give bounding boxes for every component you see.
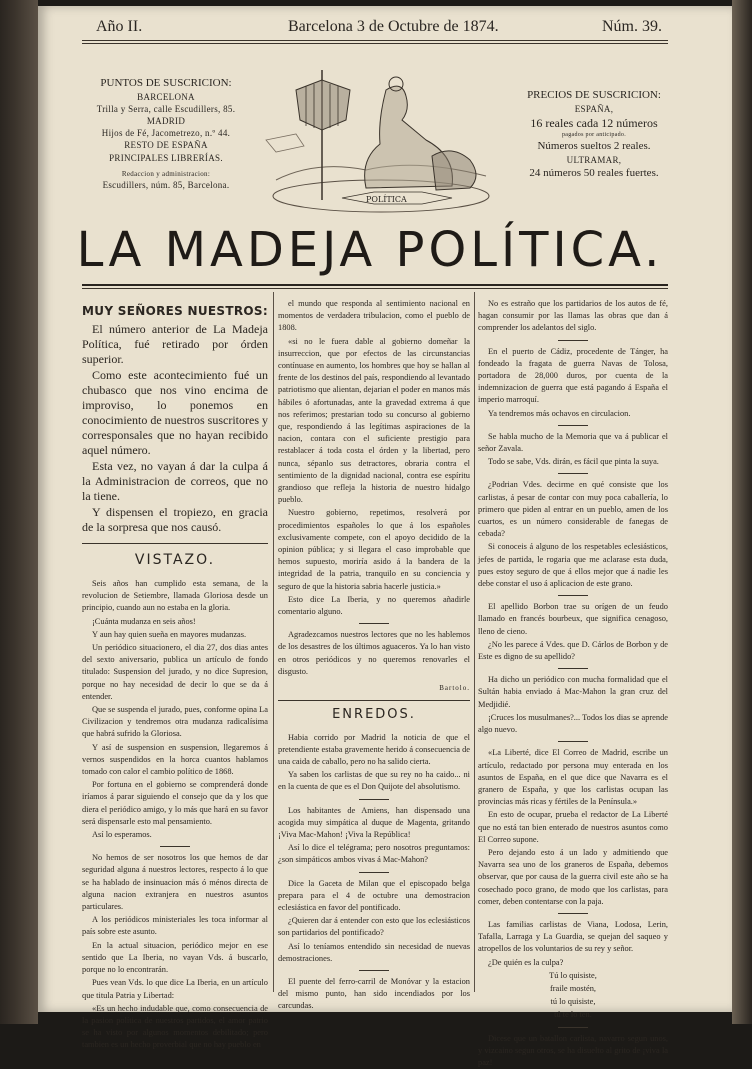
subscription-points (80, 76, 252, 191)
address-barcelona: Trilla y Serra, calle Escudillers, 85. (96, 103, 236, 114)
paragraph: ¿No les parece á Vdes. que D. Cárlos de Borbon y de Este es digno de su apellido? (478, 639, 668, 662)
paragraph: Se habla mucho de la Memoria que va á publicar el señor Zavala. (478, 431, 668, 454)
paragraph: Los habitantes de Amiens, han dispensado una acogida muy simpática al duque de Magenta, gritando ¡Viva Mac-Mahon! ¡Viva la República! (278, 805, 470, 839)
price-overseas: 24 números 50 reales fuertes. (529, 167, 659, 180)
notice-body (82, 322, 268, 535)
paragraph: Y aun hay quien sueña en mayores mudanzas. (92, 629, 247, 639)
single-issue-price: Números sueltos 2 reales. (537, 140, 651, 153)
page-edge (732, 0, 752, 1024)
office-address: Escudillers, núm. 85, Barcelona. (102, 180, 230, 191)
paragraph: ¿Quieren dar á entender con esto que los eclesiásticos son partidarios del pontificado? (278, 916, 470, 938)
paragraph: Pero dejando esto á un lado y admitiendo que Navarra sea uno de los graneros de España, debemos observar, que por causa de la guerra civil este año se ha cosechado poco grano, de modo que los carlistas, para comer, deben contentarse con la paja. (478, 847, 668, 906)
title-rule-thin (82, 288, 668, 289)
paragraph: Dice la Gaceta de Milan que el episcopado belga prepara para el 4 de octubre una demostracion eclesiástica en favor del pontificado. (278, 878, 470, 912)
section-title-enredos: ENREDOS. (332, 707, 416, 723)
header-rule (82, 40, 668, 41)
separator (359, 970, 389, 971)
paragraph: Ya saben los carlistas de que su rey no ha caido... ni en la cuenta de que es el Don Quijote del absolutismo. (278, 770, 470, 792)
paragraph: En la actual situacion, periódico mejor en ese sentido que La Iberia, no vayan Vds. á buscarlo, porque no lo encontrarán. (82, 940, 268, 975)
section-title-vistazo: VISTAZO. (134, 552, 216, 568)
paragraph: «si no le fuera dable al gobierno domeñar la insurreccion, que por efectos de las circunstancias contínuase en aumento, los hombres que hoy se hallan al frente de los destinos del país, respondiendo al levantado patriotismo que alientan, dejarian el poder en manos más hábiles ó afortunadas, ante la gravedad extrema á que nos referimos; prestarian todo su concurso al gobierno que, respondiendo á las legítimas aspiraciones de la nacion, contara con el suficiente prestigio para restablacer á toda costa el órden y la libertad, pero nunca, sépanlo sus detractores, obraria contra el sentimiento de la dignidad nacional, contra ese espíritu grandioso que refleja la historia de nuestro hidalgo pueblo. (278, 336, 470, 505)
paragraph: «Es un hecho indudable que, como consecuencia de la pasion política de nuestros partidos, el amor patrio se ha visto por algunos momentos debilitado; pero tambien es un hecho proverbial que no hay pueblo en (82, 1003, 268, 1050)
region-overseas: ULTRAMAR, (566, 155, 622, 166)
city-barcelona: BARCELONA (137, 91, 195, 102)
paragraph: Esto dice La Iberia, y no queremos añadirle comentario alguno. (278, 594, 470, 617)
allegory-emblem-icon (256, 60, 506, 216)
paragraph: Pues vean Vds. lo que dice La Iberia, en un artículo que titula Patria y Libertad: (82, 978, 268, 1000)
paragraph: A los periódicos ministeriales les toca informar al país sobre este asunto. (82, 915, 268, 937)
paragraph: Y dispensen el tropiezo, en gracia de la sorpresa que nos causó. (82, 505, 268, 534)
separator (558, 741, 588, 742)
notice-heading: MUY SEÑORES NUESTROS: (82, 304, 268, 318)
paragraph: El apellido Borbon trae su orígen de un feudo llamado en francés bourbeux, que significa cenagoso, lleno de cieno. (478, 602, 668, 636)
column-divider-2 (474, 292, 475, 992)
paragraph: Nuestro gobierno, repetimos, resolverá por procedimientos españoles lo que á los españoles exclusivamente compete, con el apoyo decidido de la opinion pública; y si llegara el caso improbable que hemos supuesto, moriría asido á la bandera de la integridad de la patria, tranquilo en su conciencia y seguro de que la historia sabria hacerle justicia.» (278, 508, 470, 591)
separator (558, 425, 588, 426)
date-label: Barcelona 3 de Octubre de 1874. (288, 18, 499, 35)
paragraph: Un periódico situacionero, el dia 27, dos dias antes del sexto aniversario, publica un artículo de fondo titulado: Suspension del jurado, y no dice Supresion, porque no hay necesidad de decir lo que se da á entender. (82, 643, 268, 701)
verse (478, 970, 668, 1022)
paragraph: Así lo teníamos entendido sin necesidad de nuevas demostraciones. (278, 941, 470, 963)
verse-line: tú te lo ten. (554, 1010, 592, 1020)
office-label: Redaccion y administracion: (121, 169, 211, 178)
city-madrid: MADRID (146, 116, 186, 127)
paragraph: El número anterior de La Madeja Política, fué retirado por órden superior. (82, 322, 268, 366)
paragraph: No es estraño que los partidarios de los autos de fé, hagan consumir por las llamas las obras que dan á comprender los adelantos del siglo. (478, 299, 668, 333)
prices-heading: PRECIOS DE SUSCRICION: (527, 89, 661, 101)
paragraph: En esto de ocupar, prueba el redactor de La Liberté que no está tan bien enterado de nuestros asuntos como El Correo supone. (478, 810, 668, 844)
paragraph: ¡Cruces los musulmanes?... Todos los dias se aprende algo nuevo. (478, 712, 668, 735)
paragraph: Todo se sabe, Vds. dirán, es fácil que pinta la suya. (488, 457, 659, 467)
column-3 (478, 298, 668, 1067)
paragraph: Si conoceis á alguno de los respetables eclesiásticos, jefes de partida, le rogaria que me aclarase esta duda, pues estoy seguro de que á ellos mejor que á nadie les debe constar el uso á aplicacion de este grano. (478, 542, 668, 589)
address-madrid: Hijos de Fé, Jacometrezo, n.º 44. (101, 128, 231, 139)
separator (558, 473, 588, 474)
separator (160, 846, 190, 847)
header-rule-2 (82, 43, 668, 44)
separator (359, 872, 389, 873)
column-2 (278, 298, 470, 1011)
signature: Bartolo. (439, 684, 470, 693)
section-rule (278, 700, 470, 701)
paragraph: Y así de suspension en suspension, llegaremos á vernos suspendidos en la horca cuantos hablamos tomado con calor el cambio político de 1868. (82, 742, 268, 777)
paragraph: Habia corrido por Madrid la noticia de que el pretendiente estaba gravemente herido á consecuencia de una caida de caballo, pero no ha salido cierta. (278, 732, 470, 766)
paragraph: Así lo esperamos. (92, 830, 152, 840)
separator (558, 595, 588, 596)
paragraph: ¿Podrian Vdes. decirme en qué consiste que los carlistas, á pesar de contar con muy poca caballería, lo primero que piden al entrar en un pueblo, amen de los cuartos, es un número considerable de fanegas de cebada? (478, 480, 668, 539)
rest-of-spain: RESTO DE ESPAÑA (124, 140, 208, 151)
verse-line: Tú lo quisiste, (549, 970, 597, 980)
separator (359, 623, 389, 624)
paragraph: Esta vez, no vayan á dar la culpa á la Administracion de correos, que no la tiene. (82, 459, 268, 503)
paragraph: En el puerto de Cádiz, procedente de Tánger, ha fondeado la fragata de guerra Navas de Tolosa, portadora de 28,000 duros, por cuenta de la indemnizacion de guerra que está pagando á España el imperio marroquí. (478, 346, 668, 405)
column-1 (82, 298, 268, 1050)
paragraph: Ya tendremos más ochavos en circulacion. (488, 408, 631, 418)
section-rule (82, 543, 268, 544)
verse-line: tú lo quisiste, (550, 997, 596, 1007)
book-binding (0, 0, 38, 1024)
subscription-points-heading: PUNTOS DE SUSCRICION: (100, 77, 232, 89)
paragraph: El puente del ferro-carril de Monóvar y la estacion del mismo punto, han sido incendiados por los carcundas. (278, 976, 470, 1011)
paragraph: Ha dicho un periódico con mucha formalidad que el Sultán habia enviado á Mac-Mahon la gran cruz del Medjidié. (478, 675, 668, 709)
price-spain: 16 reales cada 12 números (530, 115, 658, 130)
region-spain: ESPAÑA, (574, 103, 614, 114)
emblem-banner: POLÍTICA (366, 195, 407, 204)
paragraph: Las familias carlistas de Viana, Lodosa, Lerin, Tafalla, Larraga y La Guardia, se quejan del saqueo y atropellos de los voluntarios de su rey y señor. (478, 919, 668, 954)
paragraph: el mundo que responda al sentimiento nacional en momentos de verdadera tribulacion, como el pueblo de 1808. (278, 299, 470, 333)
separator (558, 1027, 588, 1028)
paragraph: Por fortuna en el gobierno se comprenderá donde iríamos á parar siguiendo el consejo que da y los que diera el periódico amigo, y lo más que hará en su favor será dispensarle esto mal pensamiento. (82, 780, 268, 826)
title-rule (82, 284, 668, 286)
separator (359, 799, 389, 800)
paragraph: ¡Cuánta mudanza en seis años! (92, 616, 196, 626)
paragraph: ¿De quién es la culpa? (488, 957, 564, 967)
paragraph: Que se suspenda el jurado, pues, conforme opina La Civilizacion y tendremos otra mudanza radicalísima que habrá sufrido la Gloriosa. (82, 705, 268, 739)
paragraph: Como este acontecimiento fué un chubasco que nos vino encima de improviso, lo ponemos en conocimiento de nuestros suscritores y corresponsales que no hayan recibido aquel número. (82, 368, 268, 457)
main-bookshops: PRINCIPALES LIBRERÍAS. (109, 152, 223, 163)
paragraph: Agradezcamos nuestros lectores que no les hablemos de los desastres de los últimos aguaceros. Ya lo han visto en otros periódicos y no queremos renovarles el disgusto. (278, 630, 470, 676)
paragraph: Dicese que un batallon carlista, navarro segun unos, y vizcaino segun otros, se ha disuelto al grito de ¡viva la paz! (478, 1033, 668, 1067)
vistazo-body (82, 578, 268, 1052)
newspaper-title: LA MADEJA POLÍTICA. (76, 222, 664, 278)
column-divider-1 (273, 292, 274, 992)
year-label: Año II. (96, 18, 143, 35)
paragraph: No hemos de ser nosotros los que hemos de dar seguridad alguna á nuestros lectores, respecto á lo que se ha hablado de insinuacion más ó ménos directa de alguna nacion extranjera en nuestros asuntos particulares. (82, 853, 268, 912)
paragraph: Así lo dice el telégrama; pero nosotros preguntamos: ¿son simpáticos ambos vivas á Mac-Mahon? (278, 843, 470, 865)
subscription-prices (508, 88, 680, 181)
header-line (60, 18, 660, 40)
paragraph: «La Liberté, dice El Correo de Madrid, escribe un artículo, redactado por persona muy enterada en los asuntos de España, en el que dice que Navarra es el granero de España, y que los carlistas ocupan las provincias más ricas y fértiles de la Península.» (478, 748, 668, 807)
paragraph: Seis años han cumplido esta semana, de la revolucion de Setiembre, llamada Gloriosa desde un principio, cuando aun no estaba en la gloria. (82, 579, 268, 613)
price-note: pagados por anticipado. (561, 132, 627, 139)
verse-line: fraile mostén, (549, 983, 597, 993)
separator (558, 340, 588, 341)
separator (558, 668, 588, 669)
issue-number: Núm. 39. (602, 18, 662, 35)
separator (558, 913, 588, 914)
